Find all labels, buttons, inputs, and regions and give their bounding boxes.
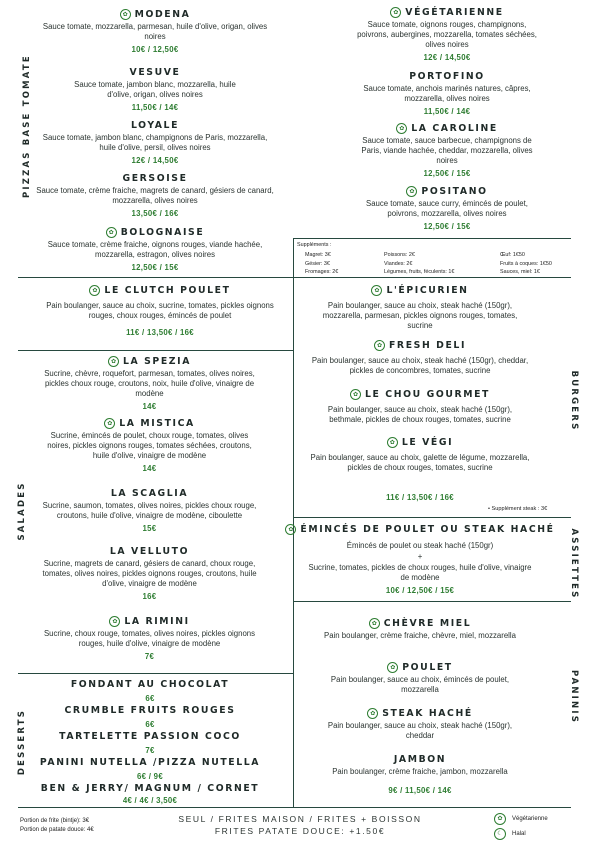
leaf-icon: ✿: [374, 340, 385, 351]
burgers-price: 11€ / 13,50€ / 16€: [386, 493, 454, 502]
panini-steak-hache: ✿ STEAK HACHÉ Pain boulanger, sauce au choix, steak haché (150gr), cheddar: [327, 708, 513, 740]
supplements-col1: Magret: 3€ Gésier: 3€ Fromages: 2€: [305, 252, 339, 275]
pizza-loyale: LOYALE Sauce tomate, jambon blanc, champignons de Paris, mozzarella, huile d'olive, persil, olives noires 12€ / 14,50€: [42, 120, 268, 165]
dessert-fondant: FONDANT AU CHOCOLAT 6€: [70, 679, 230, 703]
footer-line2: FRITES PATATE DOUCE: +1.50€: [214, 826, 386, 836]
leaf-icon: ✿: [285, 524, 296, 535]
burgers-supplement-note: • Supplément steak : 3€: [488, 506, 548, 512]
leaf-icon: ✿: [371, 285, 382, 296]
divider-salades: [18, 673, 294, 674]
leaf-icon: ✿: [494, 813, 506, 825]
divider-supplements: [293, 277, 571, 278]
pizza-vesuve: VESUVE Sauce tomate, jambon blanc, mozzarella, huile d'olive, origan, olives noires 11,50€ / 14€: [74, 67, 236, 112]
dessert-nutella: PANINI NUTELLA /PIZZA NUTELLA 6€ / 9€: [39, 757, 261, 781]
leaf-icon: ✿: [350, 389, 361, 400]
salade-la-velluto: LA VELLUTO Sucrine, magrets de canard, gésiers de canard, choux rouge, tomates, olives noires, pickles oignons rouges, croutons, huile d'olive, vinaigre de modène 16€: [42, 546, 257, 601]
clutch-poulet: ✿ LE CLUTCH POULET Pain boulanger, sauce au choix, sucrine, tomates, pickles oignons rouges, choux rouges, émincés de poulet 11€ / 13,50€ / 16€: [46, 285, 274, 337]
leaf-icon: ✿: [367, 708, 378, 719]
pizza-la-caroline: ✿ LA CAROLINE Sauce tomate, sauce barbecue, champignons de Paris, viande hachée, cheddar, mozzarella, olives noires 12,50€ / 15€: [361, 123, 533, 178]
leaf-icon: ✿: [387, 437, 398, 448]
supplements-col3: Œuf: 1€50 Fruits à coques: 1€50 Sauces, miel: 1€: [500, 252, 552, 275]
assiette-emince: ✿ ÉMINCÉS DE POULET OU STEAK HACHÉ Émincés de poulet ou steak haché (150gr) + Sucrine, tomates, pickles de choux rouges, huile d'olive, vinaigre de modène 10€ / 12,50€ / 15€: [305, 523, 535, 596]
salade-la-rimini: ✿ LA RIMINI Sucrine, choux rouge, tomates, olives noires, pickles oignons rouges, huile d'olive, vinaigre de modène 7€: [43, 616, 256, 661]
leaf-icon: ✿: [104, 418, 115, 429]
panini-jambon: JAMBON Pain boulanger, crème fraiche, jambon, mozzarella: [332, 754, 508, 776]
leaf-icon: ✿: [406, 186, 417, 197]
leaf-icon: ✿: [369, 618, 380, 629]
salade-la-mistica: ✿ LA MISTICA Sucrine, émincés de poulet, choux rouge, tomates, olives noires, pickles oignons rouges, tomates séchées, croutons, huile d'olive, vinaigre de modène 14€: [47, 418, 252, 473]
divider-footer: [18, 807, 571, 808]
divider-burgers: [293, 517, 571, 518]
paninis-price: 9€ / 11,50€ / 14€: [388, 786, 452, 795]
legend-veg: ✿ Végétarienne: [494, 813, 548, 825]
leaf-icon: ✿: [387, 662, 398, 673]
section-pizzas-label: PIZZAS BASE TOMATE: [22, 54, 32, 198]
footer-line1: SEUL / FRITES MAISON / FRITES + BOISSON: [178, 814, 422, 824]
pizza-gersoise: GERSOISE Sauce tomate, crème fraiche, magrets de canard, gésiers de canard, mozzarella, olives noires 13,50€ / 16€: [36, 173, 274, 218]
divider-pizzas: [18, 277, 294, 278]
pizza-positano: ✿ POSITANO Sauce tomate, sauce curry, émincés de poulet, poivrons, mozzarella, olives noires 12,50€ / 15€: [366, 186, 528, 231]
dessert-crumble: CRUMBLE FRUITS ROUGES 6€: [64, 705, 236, 729]
salade-la-spezia: ✿ LA SPEZIA Sucrine, chèvre, roquefort, parmesan, tomates, olives noires, pickles choux rouge, croutons, noix, huile d'olive, vinaigre de modène 14€: [44, 356, 255, 411]
leaf-icon: ✿: [390, 7, 401, 18]
frite-patate: Portion de patate douce: 4€: [20, 827, 94, 833]
section-desserts-label: DESSERTS: [17, 708, 27, 776]
leaf-icon: ✿: [108, 356, 119, 367]
panini-poulet: ✿ POULET Pain boulanger, sauce au choix, émincés de poulet, mozzarella: [330, 662, 510, 694]
divider-assiettes: [293, 601, 571, 602]
divider-pizzas-right: [293, 238, 571, 239]
section-salades-label: SALADES: [17, 481, 27, 541]
burger-epicurien: ✿ L'ÉPICURIEN Pain boulanger, sauce au choix, steak haché (150gr), mozzarella, parmesan, pickles oignons rouges, tomates, sucrine: [322, 285, 518, 330]
burger-le-vegi: ✿ LE VÉGI Pain boulanger, sauce au choix, galette de légume, mozzarella, pickles de choux rouges, tomates, sucrine: [310, 437, 530, 472]
center-divider: [293, 238, 294, 808]
section-assiettes-label: ASSIETTES: [569, 528, 579, 600]
legend-halal: ☾ Halal: [494, 828, 526, 840]
leaf-icon: ✿: [396, 123, 407, 134]
burger-chou-gourmet: ✿ LE CHOU GOURMET Pain boulanger, sauce au choix, steak haché (150gr), bethmale, pickles de choux rouges, tomates, sucrine: [327, 389, 513, 424]
section-burgers-label: BURGERS: [569, 370, 579, 432]
panini-chevre-miel: ✿ CHÈVRE MIEL Pain boulanger, crème fraiche, chèvre, miel, mozzarella: [324, 618, 516, 640]
leaf-icon: ✿: [109, 616, 120, 627]
leaf-icon: ✿: [89, 285, 100, 296]
section-paninis-label: PANINIS: [569, 669, 579, 725]
halal-icon: ☾: [494, 828, 506, 840]
leaf-icon: ✿: [106, 227, 117, 238]
pizza-portofino: PORTOFINO Sauce tomate, anchois marinés natures, câpres, mozzarella, olives noires 11,50€ / 14€: [363, 71, 531, 116]
supplements-title: Suppléments :: [297, 242, 332, 248]
frite-bintje: Portion de frite (bintje): 3€: [20, 818, 90, 824]
leaf-icon: ✿: [120, 9, 131, 20]
pizza-vegetarienne: ✿ VÉGÉTARIENNE Sauce tomate, oignons rouges, champignons, poivrons, aubergines, mozzarella, tomates séchées, olives noires 12€ / 14,50€: [357, 7, 537, 62]
pizza-modena: ✿ MODENA Sauce tomate, mozzarella, parmesan, huile d'olive, origan, olives noires 10€ / 12,50€: [42, 9, 268, 54]
pizza-bolognaise: ✿ BOLOGNAISE Sauce tomate, crème fraiche, oignons rouges, viande hachée, mozzarella, estragon, olives noires 12,50€ / 15€: [47, 227, 263, 272]
dessert-tartelette: TARTELETTE PASSION COCO 7€: [59, 731, 241, 755]
divider-clutch: [18, 350, 294, 351]
salade-la-scaglia: LA SCAGLIA Sucrine, saumon, tomates, olives noires, pickles choux rouge, croutons, huile d'olive, vinaigre de modène, ciboulette 15€: [42, 488, 257, 533]
supplements-col2: Poissons: 2€ Viandes: 2€ Légumes, fruits, féculents: 1€: [384, 252, 455, 275]
dessert-glaces: BEN & JERRY/ MAGNUM / CORNET 4€ / 4€ / 3,50€: [40, 783, 260, 805]
burger-fresh-deli: ✿ FRESH DELI Pain boulanger, sauce au choix, steak haché (150gr), cheddar, pickles de concombres, tomates, sucrine: [311, 340, 529, 375]
